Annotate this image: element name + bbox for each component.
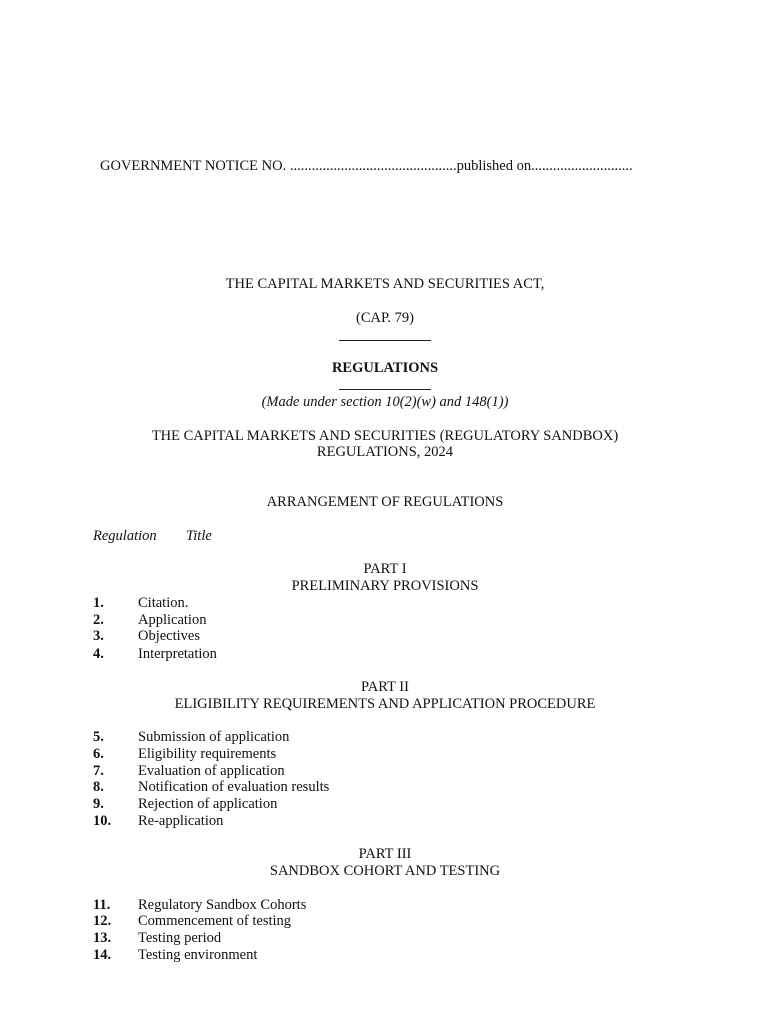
toc-row	[93, 779, 593, 796]
part-name: PRELIMINARY PROVISIONS	[291, 578, 479, 594]
regulation-title: Notification of evaluation results	[138, 779, 330, 795]
regulation-title: Regulatory Sandbox Cohorts	[138, 897, 307, 913]
act-title: THE CAPITAL MARKETS AND SECURITIES ACT,	[225, 276, 545, 292]
government-notice-line: GOVERNMENT NOTICE NO. ..............................................published on............................	[100, 158, 633, 174]
regulation-title: Citation.	[138, 595, 189, 611]
regulation-number: 2.	[93, 612, 104, 628]
part-name: ELIGIBILITY REQUIREMENTS AND APPLICATION PROCEDURE	[174, 696, 596, 712]
regulation-title: Submission of application	[138, 729, 290, 745]
regulation-number: 3.	[93, 628, 104, 644]
toc-row	[93, 913, 593, 930]
regulation-number: 5.	[93, 729, 104, 745]
arrangement-heading: ARRANGEMENT OF REGULATIONS	[266, 494, 504, 510]
toc-row	[93, 947, 593, 964]
column-heading-regulation: Regulation	[93, 528, 157, 544]
regulation-number: 13.	[93, 930, 112, 946]
regulation-number: 11.	[93, 897, 111, 913]
toc-row	[93, 646, 593, 663]
regulation-number: 10.	[93, 813, 112, 829]
regulation-title: Eligibility requirements	[138, 746, 277, 762]
regulation-number: 7.	[93, 763, 104, 779]
column-heading-title: Title	[186, 528, 212, 544]
regulations-title-line-2: REGULATIONS, 2024	[316, 444, 454, 460]
toc-row	[93, 763, 593, 780]
regulation-number: 6.	[93, 746, 104, 762]
regulations-title-line-1: THE CAPITAL MARKETS AND SECURITIES (REGULATORY SANDBOX)	[151, 428, 619, 444]
made-under-section: (Made under section 10(2)(w) and 148(1))	[261, 394, 509, 410]
toc-row	[93, 746, 593, 763]
regulation-title: Testing period	[138, 930, 222, 946]
regulation-number: 14.	[93, 947, 112, 963]
regulation-title: Evaluation of application	[138, 763, 285, 779]
regulation-number: 1.	[93, 595, 104, 611]
regulations-heading: REGULATIONS	[331, 360, 439, 376]
part-label: PART I	[363, 561, 407, 577]
toc-row	[93, 628, 593, 645]
divider-rule	[339, 389, 431, 390]
toc-row	[93, 796, 593, 813]
part-label: PART II	[361, 679, 409, 695]
part-label: PART III	[358, 846, 412, 862]
toc-row	[93, 813, 593, 830]
regulation-number: 9.	[93, 796, 104, 812]
regulation-title: Rejection of application	[138, 796, 278, 812]
toc-row	[93, 612, 593, 629]
regulation-title: Interpretation	[138, 646, 217, 662]
divider-rule	[339, 340, 431, 341]
cap-number: (CAP. 79)	[355, 310, 414, 326]
toc-row	[93, 729, 593, 746]
regulation-title: Commencement of testing	[138, 913, 292, 929]
regulation-number: 4.	[93, 646, 104, 662]
regulation-title: Testing environment	[138, 947, 258, 963]
part-name: SANDBOX COHORT AND TESTING	[269, 863, 501, 879]
toc-row	[93, 595, 593, 612]
toc-row	[93, 930, 593, 947]
toc-row	[93, 897, 593, 914]
regulation-number: 12.	[93, 913, 112, 929]
regulation-number: 8.	[93, 779, 104, 795]
regulation-title: Re-application	[138, 813, 224, 829]
regulation-title: Objectives	[138, 628, 201, 644]
regulation-title: Application	[138, 612, 207, 628]
